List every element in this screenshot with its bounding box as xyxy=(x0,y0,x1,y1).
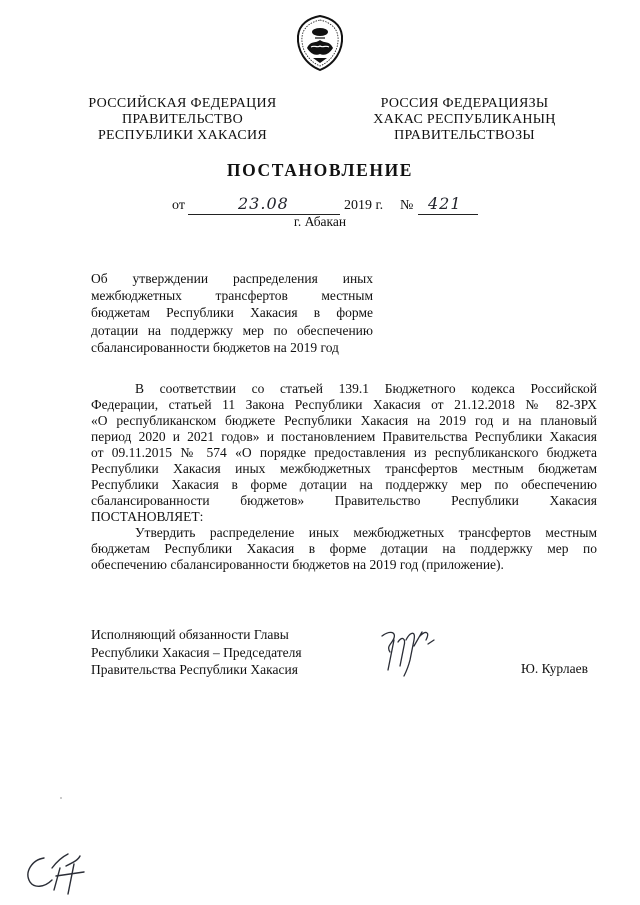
header-right-block xyxy=(352,96,577,144)
subject-line: Об утверждении распределения иных xyxy=(91,271,373,286)
body-line: бюджетам Республики Хакасия в форме дотации на поддержку мер по xyxy=(91,541,597,556)
signatory-name: Ю. Курлаев xyxy=(521,661,589,676)
handwritten-signature xyxy=(376,622,438,680)
body-line: Республики Хакасия иных межбюджетных трансфертов местным бюджетам xyxy=(91,461,597,476)
subject-line: дотации на поддержку мер по обеспечению xyxy=(91,322,373,338)
scan-speck xyxy=(60,797,62,799)
header-left-line-2: ПРАВИТЕЛЬСТВО xyxy=(121,112,243,127)
city-label: г. Абакан xyxy=(293,214,347,229)
subject-line: сбалансированности бюджетов на 2019 год xyxy=(91,339,339,355)
header-right-line-1: РОССИЯ ФЕДЕРАЦИЯЗЫ xyxy=(380,96,549,111)
header-left-block xyxy=(70,96,295,144)
signatory-line: Исполняющий обязанности Главы xyxy=(91,627,289,642)
header-left-line-1: РОССИЙСКАЯ ФЕДЕРАЦИЯ xyxy=(88,96,277,111)
header-left-line-3: РЕСПУБЛИКИ ХАКАСИЯ xyxy=(97,128,268,143)
document-title: ПОСТАНОВЛЕНИЕ xyxy=(226,160,414,180)
year-label: 2019 г. xyxy=(344,198,384,213)
body-line: обеспечению сбалансированности бюджетов на 2019 год (приложение). xyxy=(91,557,504,572)
subject-block xyxy=(91,270,373,356)
body-line: «О республиканском бюджете Республики Хакасия на 2019 год и на плановый xyxy=(91,413,597,428)
number-value: 421 xyxy=(428,194,462,213)
signatory-line: Республики Хакасия – Председателя xyxy=(91,644,302,660)
coat-of-arms-emblem xyxy=(295,14,345,72)
handwritten-mark xyxy=(22,846,94,898)
body-text xyxy=(91,381,597,573)
body-line: Федерации, статьей 11 Закона Республики Хакасия от 21.12.2018 № 82-ЗРХ xyxy=(91,397,597,412)
date-from-label: от xyxy=(172,198,185,213)
number-label: № xyxy=(400,198,414,213)
date-value: 23.08 xyxy=(238,194,289,213)
body-line: Утвердить распределение иных межбюджетных трансфертов местным xyxy=(135,525,597,540)
subject-line: межбюджетных трансфертов местным xyxy=(91,288,373,304)
body-line: В соответствии со статьей 139.1 Бюджетного кодекса Российской xyxy=(135,381,597,396)
body-line: ПОСТАНОВЛЯЕТ: xyxy=(91,509,204,524)
subject-line: бюджетам Республики Хакасия в форме xyxy=(91,305,373,321)
body-line: сбалансированности бюджетов» Правительство Республики Хакасия xyxy=(91,493,597,508)
body-line: период 2020 и 2021 годов» и постановлением Правительства Республики Хакасия xyxy=(91,429,597,444)
signatory-line: Правительства Республики Хакасия xyxy=(91,662,298,677)
body-line: от 09.11.2015 № 574 «О порядке предоставления из республиканского бюджета xyxy=(91,445,597,460)
body-line: Республики Хакасия в форме дотации на поддержку мер по обеспечению xyxy=(91,477,597,492)
header-right-line-3: ПРАВИТЕЛЬСТВОЗЫ xyxy=(394,128,535,143)
header-right-line-2: ХАКАС РЕСПУБЛИКАНЫҢ xyxy=(373,112,556,127)
signatory-position xyxy=(91,626,302,679)
